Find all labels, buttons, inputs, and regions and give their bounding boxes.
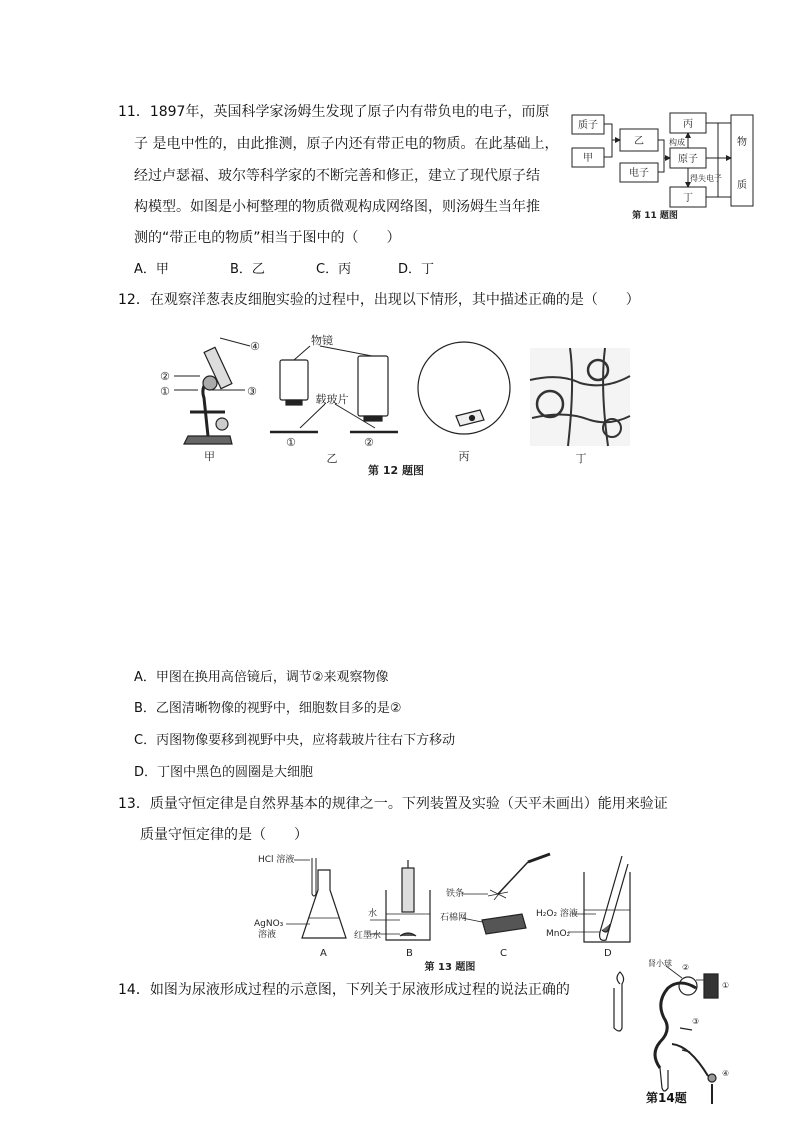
q14-label-1: ① [722, 981, 730, 990]
q13-label-asbestos: 石棉网 [440, 913, 468, 923]
q11-box-atom-text: 原子 [678, 154, 698, 165]
q11-line-3: 经过卢瑟福、玻尔等科学家的不断完善和修正，建立了现代原子结 [134, 168, 540, 184]
q14-stem: 14．如图为尿液形成过程的示意图，下列关于尿液形成过程的说法正确的 [118, 982, 570, 998]
q12-label-ding: 丁 [575, 452, 587, 465]
q11-box-electron-text: 电子 [629, 168, 649, 179]
collecting-vessel [614, 972, 624, 1031]
microscope-base-shape [184, 436, 232, 444]
q12-label-jia: 甲 [204, 450, 215, 463]
q13-label-D: D [604, 948, 612, 959]
q11-diagram [565, 108, 765, 222]
q12-panel-jia [174, 338, 250, 444]
q11-option-d: D．丁 [398, 262, 435, 277]
q11-caption: 第 11 题图 [632, 211, 678, 221]
q13-figure [250, 852, 650, 974]
q13-label-agno3: AgNO₃ [254, 919, 284, 929]
q14-label-3: ③ [692, 1017, 700, 1026]
q12-marker-1: ① [160, 385, 170, 398]
q12-option-a: A．甲图在换用高倍镜后，调节②来观察物像 [134, 670, 389, 685]
q14-label-4: ④ [722, 1069, 730, 1078]
q13-panel-d [568, 856, 630, 942]
q14-label-2: ② [682, 963, 690, 972]
q11-line-2: 子 是电中性的，由此推测，原子内还有带正电的物质。在此基础上， [134, 136, 559, 152]
q12-figure [150, 328, 640, 480]
q11-line-4: 构模型。如图是小柯整理的物质微观构成网络图，则汤姆生当年推 [134, 199, 540, 215]
q14-figure [600, 958, 740, 1108]
q14-label-glomerulus: 肾小球 [648, 959, 672, 968]
q11-line-1: 11．1897年，英国科学家汤姆生发现了原子内有带负电的电子，而原 [118, 104, 550, 120]
q12-option-b: B．乙图清晰物像的视野中，细胞数目多的是② [134, 701, 402, 716]
q13-label-A: A [320, 948, 327, 959]
q11-option-a: A．甲 [134, 262, 169, 277]
q13-label-B: B [406, 948, 413, 959]
q12-panel-ding [530, 348, 630, 446]
q12-marker-3: ③ [247, 385, 257, 398]
q13-label-hcl: HCl 溶液 [258, 855, 295, 865]
q14-caption: 第14题 [646, 1091, 687, 1105]
q13-label-h2o2: H₂O₂ 溶液 [536, 909, 578, 919]
objective-long [358, 356, 388, 416]
q13-label-agno3-solution: 溶液 [258, 930, 277, 940]
q13-stem-line-2: 质量守恒定律的是（ ） [140, 827, 308, 843]
q12-stem: 12．在观察洋葱表皮细胞实验的过程中，出现以下情形，其中描述正确的是（ ） [118, 292, 640, 308]
q12-objective-mark-1: ① [286, 436, 296, 449]
q11-box-matter-text-1: 物 [737, 137, 747, 148]
q11-box-ding-text: 丁 [683, 193, 693, 204]
q11-box-matter-text-2: 质 [737, 180, 747, 191]
q12-label-yi: 乙 [326, 452, 338, 465]
q13-caption: 第 13 题图 [424, 962, 476, 973]
q13-panel-b [370, 860, 430, 940]
q12-marker-2: ② [160, 370, 170, 383]
q11-box-bing-text: 丙 [683, 119, 693, 130]
q11-box-matter [731, 115, 753, 206]
q11-box-yi-text: 乙 [634, 136, 644, 147]
q13-label-iron: 铁条 [446, 889, 465, 899]
q11-arrow-label-gain-lose: 得失电子 [690, 174, 722, 183]
q12-marker-4: ④ [250, 340, 260, 353]
q12-objective-mark-2: ② [364, 436, 374, 449]
q13-label-water: 水 [368, 909, 378, 919]
q13-label-mno2: MnO₂ [546, 929, 571, 939]
q12-objective-label: 物镜 [311, 334, 333, 347]
q11-box-jia-text: 甲 [583, 153, 593, 164]
objective-short [280, 360, 308, 400]
q12-panel-yi [270, 346, 398, 432]
q12-option-d: D．丁图中黑色的圆圈是大细胞 [134, 765, 314, 780]
q11-option-b: B．乙 [230, 262, 265, 277]
q13-label-red-ink: 红墨水 [354, 931, 382, 941]
q11-line-5: 测的“带正电的物质”相当于图中的（ ） [134, 230, 401, 246]
q12-panel-bing [418, 342, 510, 434]
q11-arrow-label-compose: 构成 [669, 138, 685, 147]
q12-label-bing: 丙 [458, 450, 470, 463]
q13-label-C: C [500, 948, 507, 959]
q13-stem-line-1: 13．质量守恒定律是自然界基本的规律之一。下列装置及实验（天平未画出）能用来验证 [118, 796, 668, 812]
q12-caption: 第 12 题图 [368, 464, 424, 477]
q12-option-c: C．丙图物像要移到视野中央，应将载玻片往右下方移动 [134, 733, 456, 748]
q13-panel-c [462, 854, 550, 934]
q13-panel-a [286, 858, 346, 938]
q12-slide-label: 载玻片 [315, 393, 349, 406]
q11-option-c: C．丙 [316, 262, 352, 277]
q11-box-proton-text: 质子 [578, 120, 598, 131]
